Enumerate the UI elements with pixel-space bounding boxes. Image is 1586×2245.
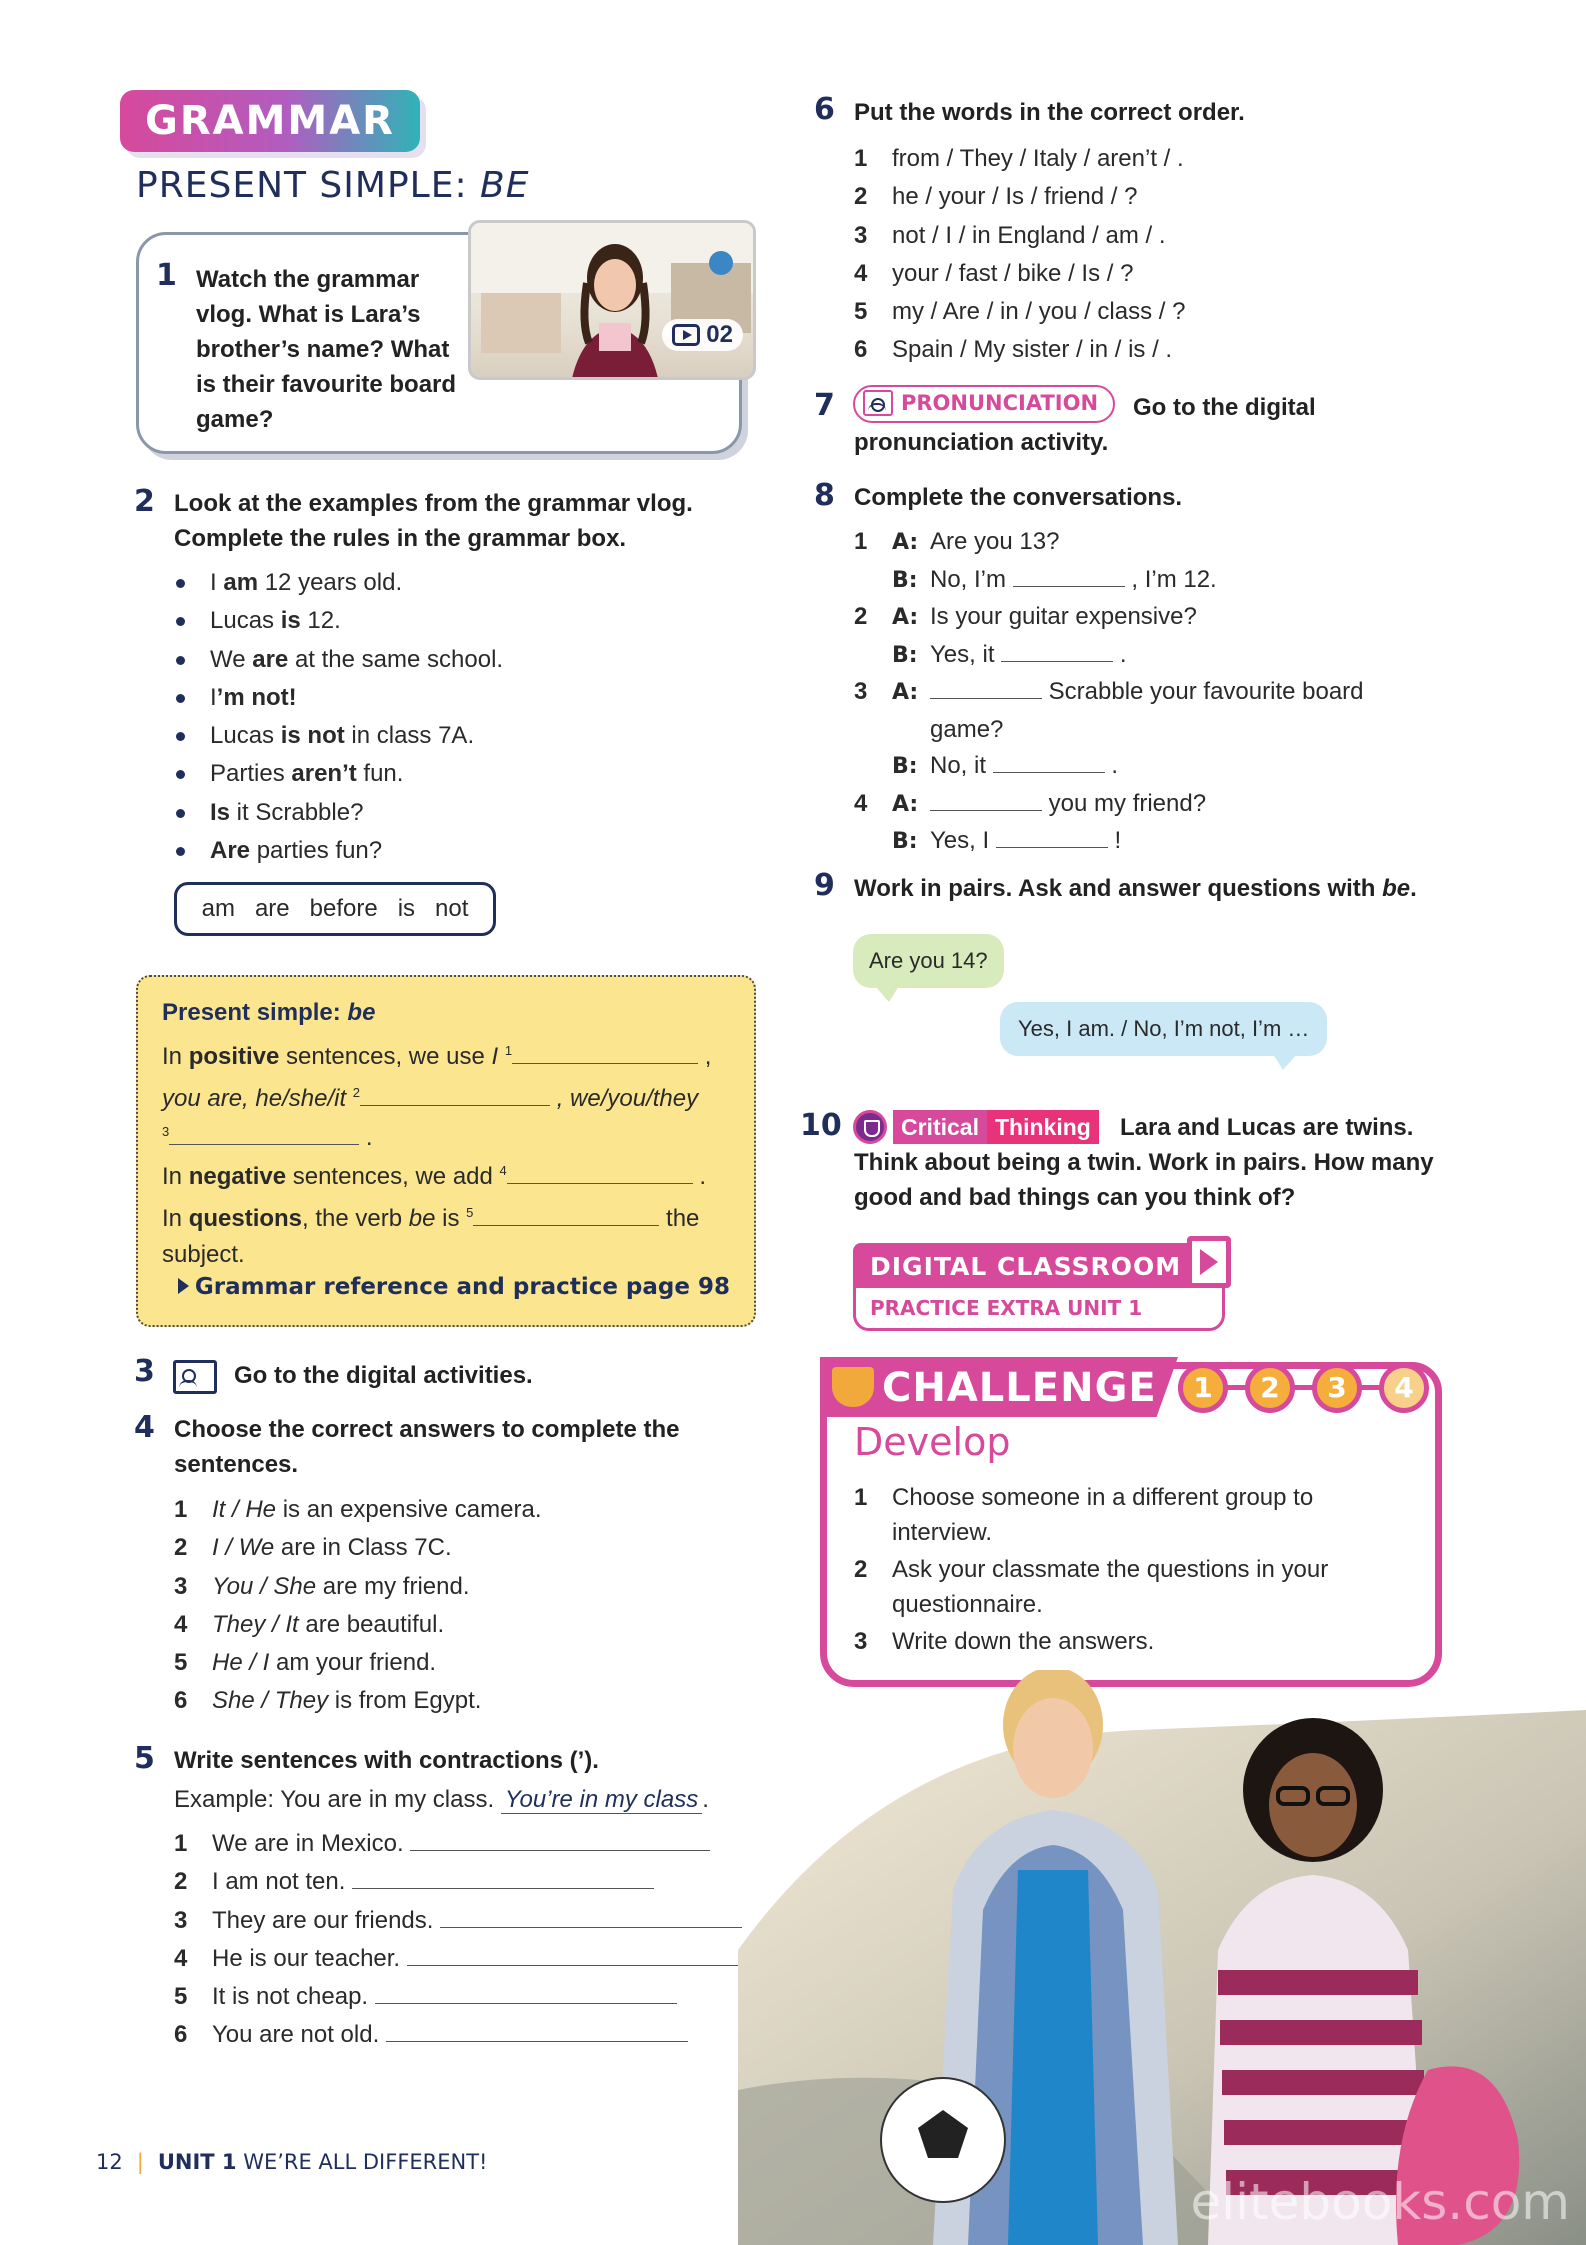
exercise-10-text: Lara and Lucas are twins. — [1120, 1114, 1414, 1141]
word-option: is — [397, 895, 416, 922]
rule-positive-cont: you are, he/she/it $^2$ , we/you/they — [162, 1085, 699, 1112]
list-item: 4 They / It are beautiful. — [174, 1610, 445, 1638]
answer-blank[interactable] — [996, 828, 1108, 848]
watermark: elitebooks.com — [1190, 2173, 1570, 2231]
word-option: am — [201, 895, 235, 922]
list-item: We are at the same school. — [172, 641, 503, 679]
rule-questions: In questions, the verb be is $^5$ the — [162, 1205, 700, 1232]
unit-title: WE’RE ALL DIFFERENT! — [236, 2150, 488, 2174]
challenge-heading: Develop — [854, 1420, 1011, 1464]
students-photo — [738, 1670, 1586, 2245]
blank-3[interactable] — [169, 1125, 359, 1145]
example-answer: You’re in my class — [501, 1786, 702, 1814]
list-item: Are parties fun? — [172, 832, 503, 870]
digital-activity-icon[interactable] — [173, 1360, 217, 1394]
answer-blank[interactable] — [1001, 642, 1113, 662]
exercise-5-list — [174, 1825, 743, 2055]
exercise-1-instruction: Watch the grammar vlog. What is Lara’s brother’s name? What is their favourite board game? — [196, 266, 457, 433]
exercise-number: 5 — [134, 1741, 155, 1776]
list-item: 4 your / fast / bike / Is / ? — [854, 259, 1134, 287]
exercise-7-text-cont: pronunciation activity. — [854, 429, 1109, 456]
video-number: 02 — [706, 321, 733, 348]
examples-list — [172, 564, 503, 870]
list-item: 2 I am not ten. — [174, 1863, 743, 1901]
conversation-1-b: B: No, I’m , I’m 12. — [892, 565, 1217, 593]
speech-bubble-question: Are you 14? — [853, 934, 1004, 988]
word-option: are — [254, 895, 290, 922]
answer-blank[interactable] — [410, 1831, 710, 1851]
list-item: 5 my / Are / in / you / class / ? — [854, 298, 1186, 326]
answer-blank[interactable] — [407, 1946, 743, 1966]
vlog-girl-image — [471, 223, 756, 380]
list-item: 6 You are not old. — [174, 2016, 743, 2054]
conversation-1-a: 1 A: Are you 13? — [854, 528, 1060, 555]
blank-5[interactable] — [473, 1206, 659, 1226]
list-item: Lucas is 12. — [172, 602, 503, 640]
conversation-4-b: B: Yes, I ! — [892, 827, 1122, 854]
conversation-3-a: 3 A: Scrabble your favourite board — [854, 678, 1364, 705]
shield-icon — [832, 1367, 874, 1407]
level-badge: 2 — [1245, 1363, 1295, 1413]
list-item: I’m not! — [172, 679, 503, 717]
answer-blank[interactable] — [930, 679, 1042, 699]
answer-blank[interactable] — [386, 2022, 688, 2042]
list-item: I am 12 years old. — [172, 564, 503, 602]
exercise-6-list — [854, 140, 1185, 370]
page-title: PRESENT SIMPLE: BE — [136, 165, 530, 206]
list-item: 3 not / I / in England / am / . — [854, 221, 1166, 249]
list-item-cont: interview. — [892, 1519, 993, 1546]
answer-blank[interactable] — [993, 753, 1105, 773]
list-item: 1 It / He is an expensive camera. — [174, 1496, 542, 1523]
exercise-number: 10 — [800, 1108, 842, 1143]
speech-bubble-answer: Yes, I am. / No, I’m not, I’m … — [1000, 1002, 1327, 1056]
grammar-badge: GRAMMAR — [120, 90, 420, 152]
exercise-number: 3 — [134, 1354, 155, 1389]
arrow-icon — [178, 1278, 189, 1294]
exercise-number: 2 — [134, 484, 155, 519]
word-option: not — [435, 895, 469, 922]
digital-classroom-title: DIGITAL CLASSROOM — [856, 1246, 1222, 1288]
play-icon — [672, 324, 700, 346]
conversation-3-a-cont: game? — [930, 715, 1004, 743]
exercise-number: 7 — [814, 388, 835, 423]
list-item: 6 Spain / My sister / in / is / . — [854, 336, 1173, 364]
list-item: Lucas is not in class 7A. — [172, 717, 503, 755]
answer-blank[interactable] — [930, 791, 1042, 811]
list-item: 4 He is our teacher. — [174, 1940, 743, 1978]
list-item: 6 She / They is from Egypt. — [174, 1687, 482, 1715]
blank-4[interactable] — [507, 1164, 693, 1184]
list-item: 2 I / We are in Class 7C. — [174, 1534, 452, 1562]
exercise-10-text-cont: Think about being a twin. Work in pairs. How many — [854, 1149, 1434, 1176]
blank-1[interactable] — [512, 1044, 698, 1064]
level-badge: 1 — [1178, 1363, 1228, 1413]
exercise-number: 4 — [134, 1410, 155, 1445]
list-item: Parties aren’t fun. — [172, 755, 503, 793]
level-badge: 4 — [1379, 1363, 1429, 1413]
grammar-box-title: Present simple: be — [162, 999, 376, 1026]
conversation-2-a: 2 A: Is your guitar expensive? — [854, 603, 1197, 630]
pronunciation-badge[interactable]: PRONUNCIATION — [853, 385, 1115, 423]
answer-blank[interactable] — [352, 1869, 654, 1889]
students-image — [738, 1670, 1586, 2245]
list-item: 2 Ask your classmate the questions in your — [854, 1556, 1329, 1583]
level-badge: 3 — [1312, 1363, 1362, 1413]
exercise-5-instruction: Write sentences with contractions (’). — [174, 1747, 599, 1774]
answer-blank[interactable] — [375, 1984, 677, 2004]
list-item: 5 He / I am your friend. — [174, 1649, 437, 1677]
rule-negative: In negative sentences, we add $^4$ . — [162, 1163, 707, 1190]
exercise-7-text: Go to the digital — [1133, 394, 1316, 421]
exercise-8-instruction: Complete the conversations. — [854, 484, 1183, 511]
digital-classroom-box[interactable] — [853, 1243, 1225, 1331]
answer-blank[interactable] — [1013, 567, 1125, 587]
page-footer — [96, 2150, 487, 2174]
rule-positive: In positive sentences, we use I $^1$ , — [162, 1043, 712, 1070]
rule-questions-end: subject. — [162, 1241, 245, 1268]
critical-thinking-badge — [853, 1110, 1099, 1144]
list-item: 2 he / your / Is / friend / ? — [854, 183, 1138, 211]
list-item: 1 from / They / Italy / aren’t / . — [854, 145, 1184, 172]
exercise-6-instruction: Put the words in the correct order. — [854, 99, 1245, 126]
unit-label: UNIT 1 — [157, 2150, 237, 2174]
list-item: 5 It is not cheap. — [174, 1978, 743, 2016]
word-box — [174, 882, 496, 936]
challenge-title: CHALLENGE — [882, 1365, 1157, 1411]
exercise-2-instruction: Look at the examples from the grammar vlog. Complete the rules in the grammar box. — [174, 490, 693, 552]
exercise-number: 6 — [814, 92, 835, 127]
list-item: Is it Scrabble? — [172, 794, 503, 832]
footer-separator: | — [136, 2150, 144, 2174]
digital-classroom-subtitle: PRACTICE EXTRA UNIT 1 — [870, 1296, 1143, 1320]
rule-positive-end: $^3$ . — [162, 1124, 373, 1151]
word-option: before — [309, 895, 378, 922]
list-item-cont: questionnaire. — [892, 1591, 1043, 1618]
exercise-3-instruction: Go to the digital activities. — [234, 1362, 533, 1389]
grammar-box — [136, 975, 756, 1327]
digital-classroom-icon[interactable] — [1187, 1236, 1231, 1288]
thinking-label: Thinking — [987, 1110, 1099, 1144]
conversation-3-b: B: No, it . — [892, 752, 1119, 779]
exercise-number: 8 — [814, 478, 835, 513]
exercise-number: 1 — [156, 258, 177, 293]
conversations — [854, 524, 1364, 861]
blank-2[interactable] — [360, 1086, 550, 1106]
list-item: 1 Choose someone in a different group to — [854, 1484, 1314, 1511]
exercise-9-instruction: Work in pairs. Ask and answer questions with be. — [854, 875, 1417, 902]
answer-blank[interactable] — [440, 1908, 742, 1928]
grammar-vlog-video[interactable] — [468, 220, 756, 380]
critical-label: Critical — [893, 1110, 987, 1144]
exercise-10-text-end: good and bad things can you think of? — [854, 1184, 1296, 1211]
page-number: 12 — [96, 2150, 123, 2174]
example-line: Example: You are in my class. You’re in my class . — [174, 1786, 709, 1813]
list-item: 1 We are in Mexico. — [174, 1825, 743, 1863]
list-item: 3 They are our friends. — [174, 1902, 743, 1940]
shield-icon — [853, 1110, 887, 1144]
challenge-list — [854, 1480, 1328, 1659]
conversation-4-a: 4 A: you my friend? — [854, 789, 1207, 817]
conversation-2-b: B: Yes, it . — [892, 640, 1127, 668]
list-item: 3 You / She are my friend. — [174, 1572, 470, 1600]
exercise-4-instruction: Choose the correct answers to complete the sentences. — [174, 1416, 680, 1478]
grammar-reference-link[interactable]: Grammar reference and practice page 98 — [178, 1269, 730, 1305]
exercise-4-list — [174, 1491, 542, 1721]
digital-activity-icon — [863, 390, 893, 416]
list-item: 3 Write down the answers. — [854, 1628, 1155, 1655]
video-badge[interactable] — [662, 319, 743, 351]
exercise-number: 9 — [814, 868, 835, 903]
